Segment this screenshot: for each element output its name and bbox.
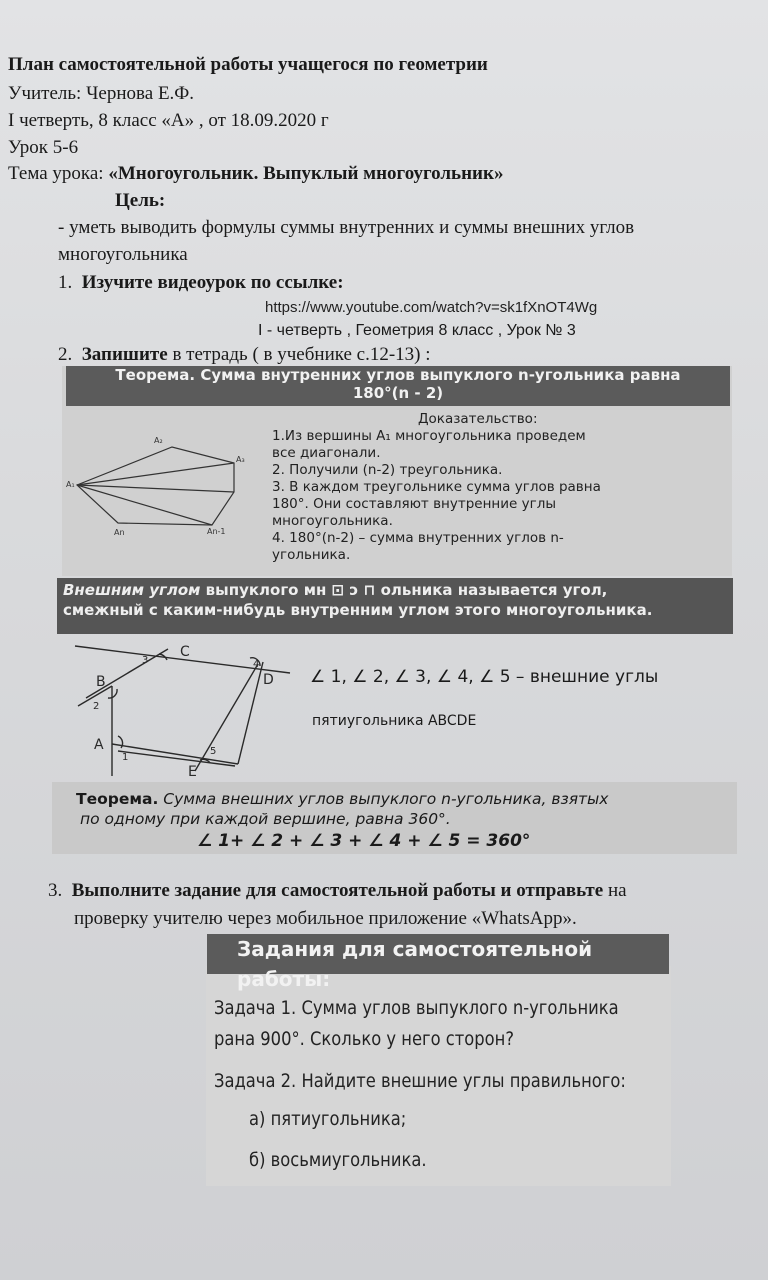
topic-title: «Многоугольник. Выпуклый многоугольник»: [108, 163, 504, 184]
tasks-title: Задания для самостоятельной работы:: [207, 934, 669, 974]
angle-num-2: 2: [93, 701, 100, 712]
goal-label: Цель:: [115, 190, 166, 211]
polygon-diagonals-figure: [62, 430, 262, 540]
step3-label: Выполните задание для самостоятельной работы и отправьте: [71, 880, 604, 901]
proof-line-4: 3. В каждом треугольнике сумма углов равна: [272, 479, 601, 495]
exterior-angle-definition: [57, 578, 733, 634]
theorem2-line2: по одному при каждой вершине, равна 360°.: [80, 810, 451, 828]
angle-num-5: 5: [210, 746, 217, 757]
angle-num-3: 3: [142, 655, 149, 666]
exterior-line2: смежный с каким-нибудь внутренним углом этого многоугольника.: [63, 601, 653, 619]
theorem1-line1: Теорема. Сумма внутренних углов выпуклого n-угольника равна: [115, 366, 681, 384]
step3-line1: [48, 880, 627, 902]
pentagon-exterior-angles-figure: [60, 636, 300, 786]
proof-line-8: угольника.: [272, 547, 351, 563]
step3-label-rest: на: [603, 880, 627, 901]
vertex-c: C: [180, 644, 190, 660]
exterior-term: Внешним углом: [63, 581, 201, 599]
theorem1-banner: [66, 366, 730, 406]
proof-line-3: 2. Получили (n-2) треугольника.: [272, 462, 503, 478]
theorem2-text1: Сумма внешних углов выпуклого n-угольника, взятых: [158, 790, 609, 808]
goal-line-2: многоугольника: [58, 244, 188, 265]
vertex-b: B: [96, 674, 106, 690]
lesson-line: Урок 5-6: [8, 137, 79, 158]
theorem2-line1: [76, 789, 608, 809]
proof-line-2: все диагонали.: [272, 445, 381, 461]
step1-number: 1.: [58, 272, 73, 293]
exterior-angles-note: ∠ 1, ∠ 2, ∠ 3, ∠ 4, ∠ 5 – внешние углы: [310, 667, 659, 687]
vertex-label-an: An: [114, 528, 125, 537]
vertex-d: D: [263, 672, 274, 688]
step3-line2: проверку учителю через мобильное приложение «WhatsApp».: [74, 908, 577, 929]
teacher-line: Учитель: Чернова Е.Ф.: [8, 83, 195, 104]
step2-number: 2.: [58, 344, 73, 365]
theorem2-label: Теорема.: [76, 790, 159, 808]
proof-line-1: 1.Из вершины A₁ многоугольника проведем: [272, 428, 586, 444]
vertex-label-an-1: An-1: [207, 527, 226, 536]
step2-label-rest: в тетрадь ( в учебнике с.12-13) :: [167, 344, 431, 365]
proof-title: Доказательство:: [418, 411, 538, 427]
task2-a: а) пятиугольника;: [249, 1108, 407, 1130]
step3-number: 3.: [48, 880, 63, 901]
task2-line: Задача 2. Найдите внешние углы правильного:: [214, 1070, 626, 1092]
proof-line-5: 180°. Они составляют внутренние углы: [272, 496, 556, 512]
video-caption: I - четверть , Геометрия 8 класс , Урок № 3: [258, 322, 576, 339]
vertex-a: A: [94, 737, 104, 753]
proof-line-6: многоугольника.: [272, 513, 393, 529]
video-link[interactable]: https://www.youtube.com/watch?v=sk1fXnOT4Wg: [265, 299, 598, 316]
vertex-label-a3: A₃: [236, 455, 245, 464]
topic-line: [8, 163, 503, 185]
pentagon-name-note: пятиугольника ABCDE: [312, 713, 477, 729]
goal-line-1: - уметь выводить формулы суммы внутренних и суммы внешних углов: [58, 217, 635, 238]
vertex-label-a2: A₂: [154, 436, 163, 445]
task2-b: б) восьмиугольника.: [249, 1149, 427, 1171]
angle-num-4: 4: [253, 659, 260, 670]
term-line: I четверть, 8 класс «А» , от 18.09.2020 г: [8, 110, 329, 131]
document-title: План самостоятельной работы учащегося по геометрии: [8, 54, 488, 75]
vertex-e: E: [188, 764, 197, 780]
task1-line1: Задача 1. Сумма углов выпуклого n-угольника: [214, 997, 619, 1019]
step1: [58, 272, 344, 294]
step2: [58, 344, 431, 366]
angle-num-1: 1: [122, 752, 129, 763]
vertex-label-a1: A₁: [66, 480, 75, 489]
exterior-line1-rest: выпуклого мн ⊡ ↄ ⊓ ольника называется угол,: [200, 581, 608, 599]
proof-line-7: 4. 180°(n-2) – сумма внутренних углов n-: [272, 530, 564, 546]
step1-label: Изучите видеоурок по ссылке:: [81, 272, 344, 293]
theorem2-formula: ∠ 1+ ∠ 2 + ∠ 3 + ∠ 4 + ∠ 5 = 360°: [197, 831, 531, 851]
topic-prefix: Тема урока:: [8, 163, 109, 184]
step2-label-bold: Запишите: [81, 344, 168, 365]
theorem1-line2: 180°(n - 2): [352, 384, 444, 402]
task1-line2: рана 900°. Сколько у него сторон?: [214, 1028, 515, 1050]
